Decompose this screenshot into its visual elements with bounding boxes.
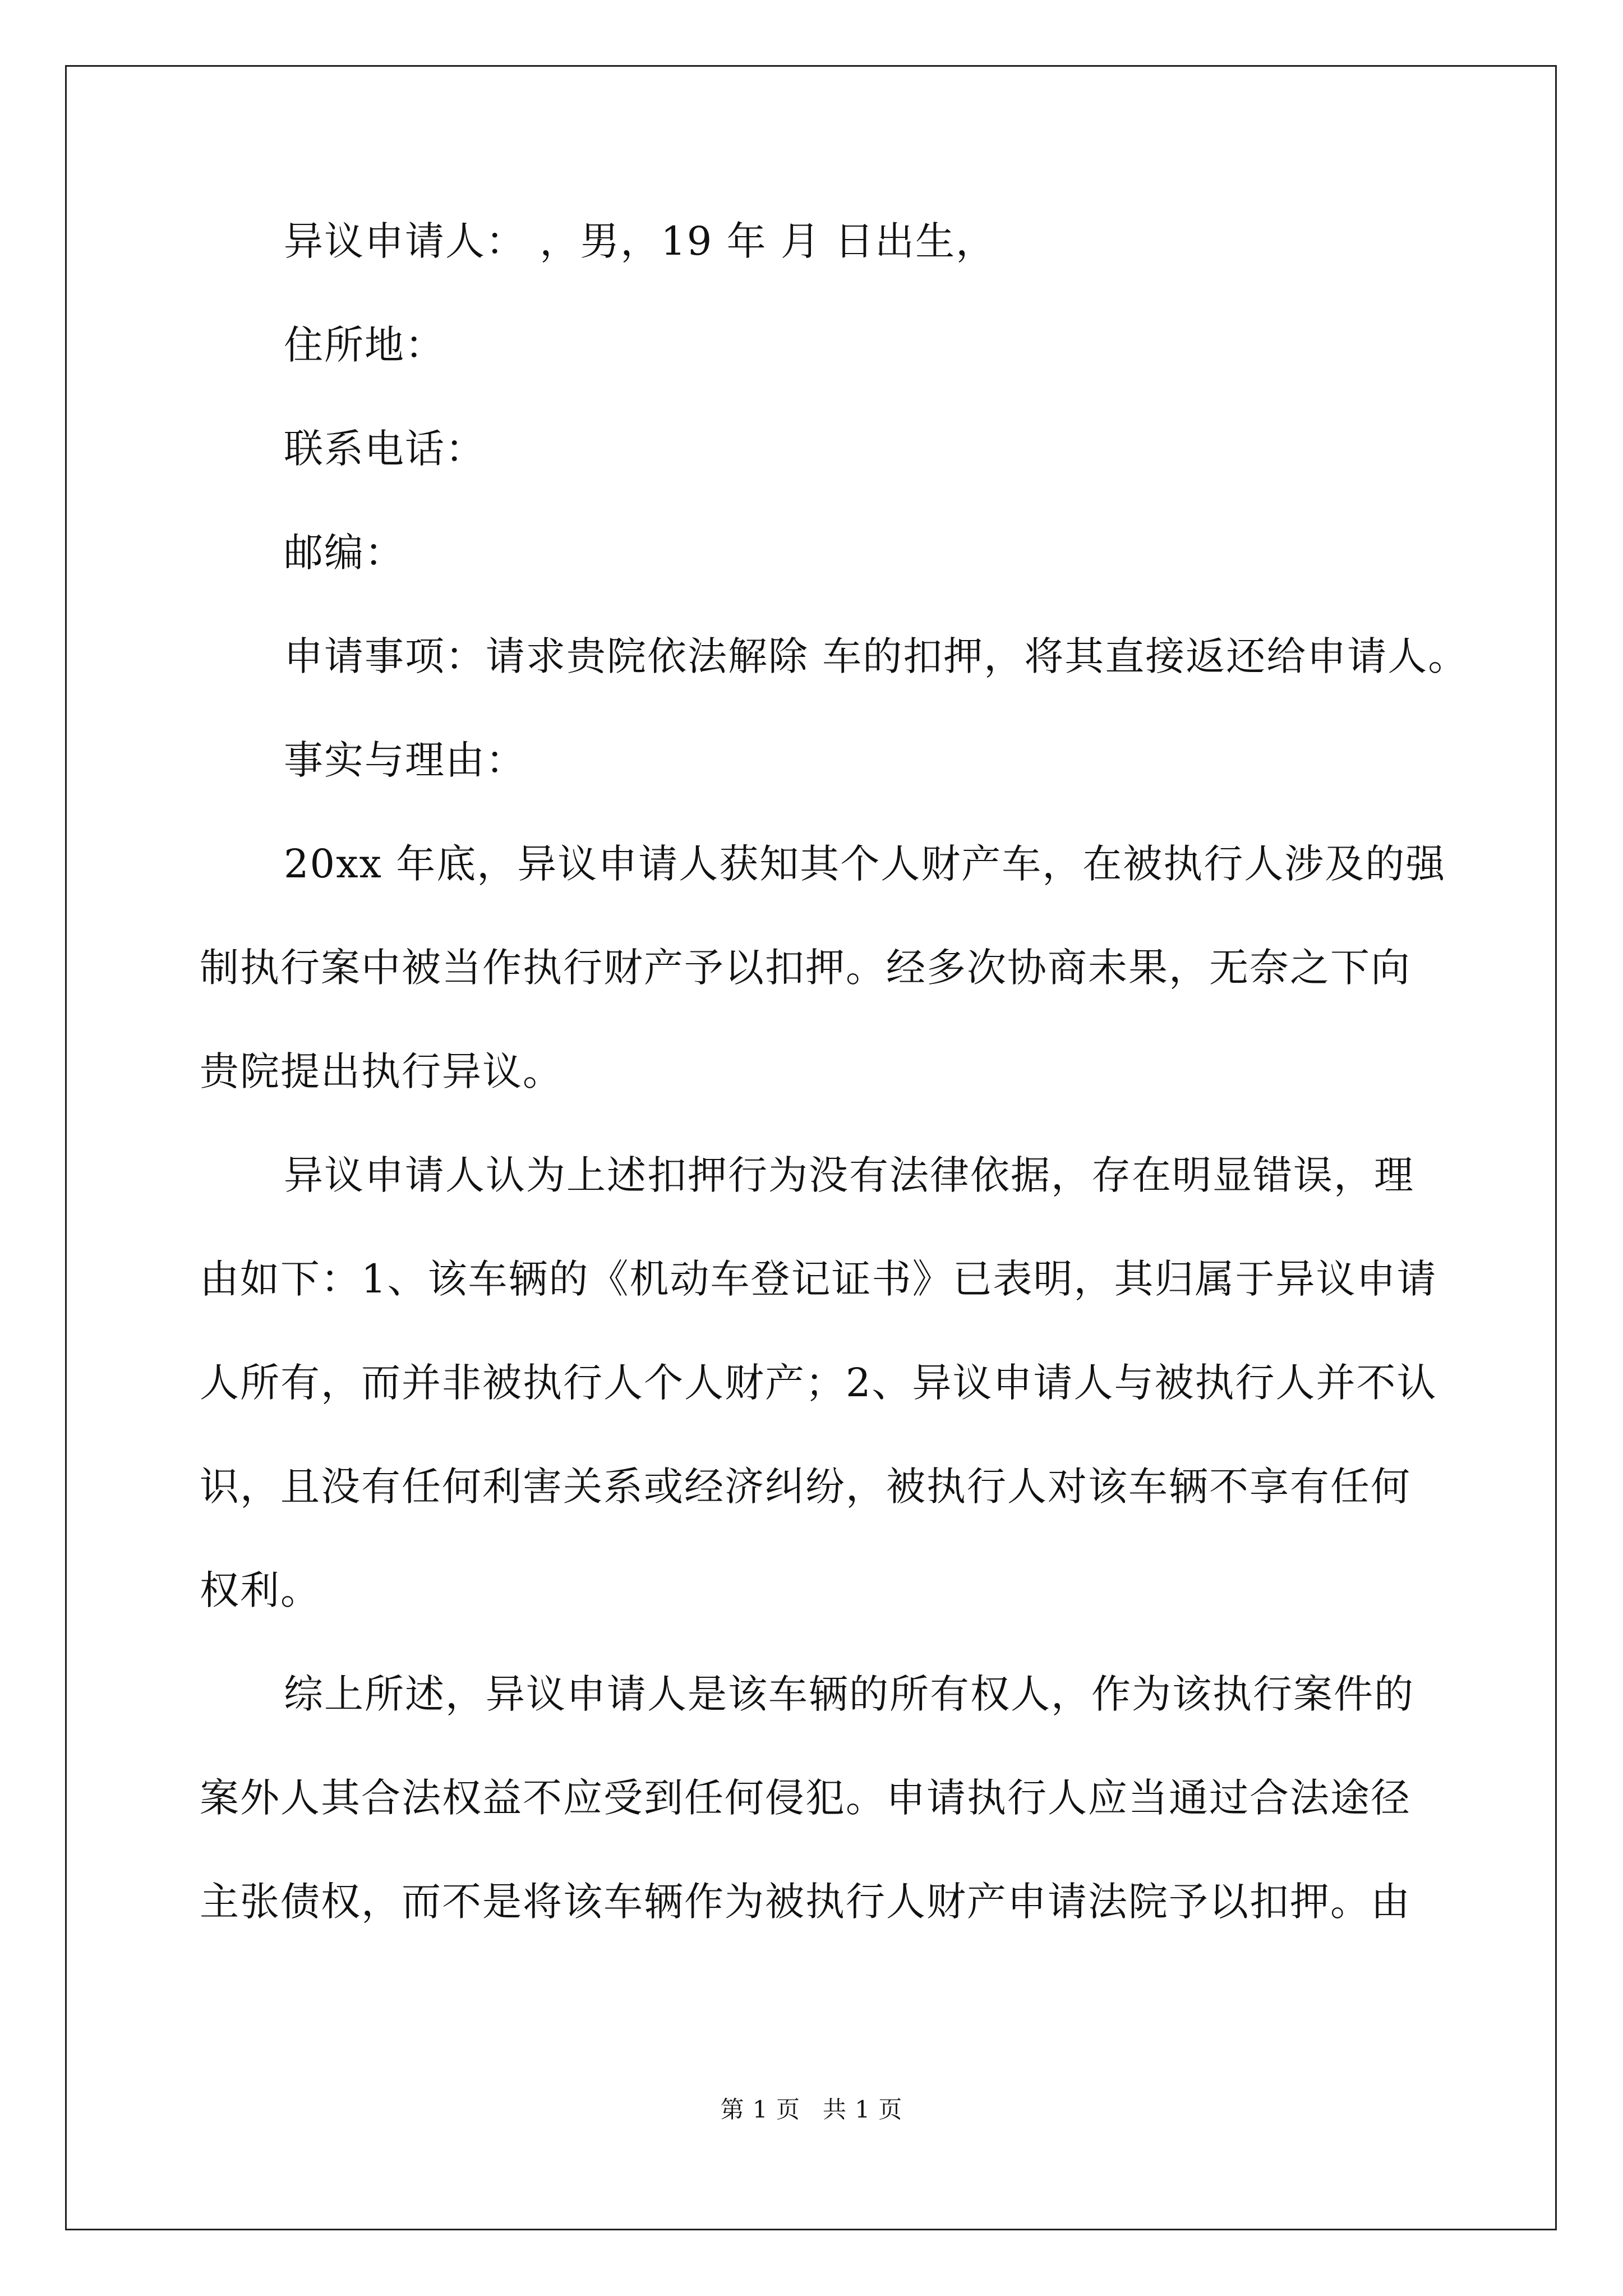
page-total: 共 1 页 bbox=[823, 2096, 903, 2123]
document-body bbox=[200, 218, 1469, 1986]
facts-heading: 事实与理由： bbox=[284, 737, 526, 783]
page-number: 第 1 页 bbox=[720, 2096, 800, 2123]
paragraph-line: 主张债权，而不是将该车辆作为被执行人财产申请法院予以扣押。由 bbox=[200, 1879, 1411, 1925]
paragraph-3 bbox=[200, 1671, 1433, 1925]
applicant-line: 异议申请人： ，男，19 年 月 日出生， bbox=[284, 218, 997, 264]
address-line: 住所地： bbox=[284, 322, 445, 368]
paragraph-line: 综上所述，异议申请人是该车辆的所有权人，作为该执行案件的 bbox=[284, 1671, 1414, 1717]
phone-line: 联系电话： bbox=[284, 426, 486, 472]
paragraph-line: 由如下：1、该车辆的《机动车登记证书》已表明，其归属于异议申请 bbox=[200, 1256, 1437, 1302]
paragraph-line: 贵院提出执行异议。 bbox=[200, 1048, 563, 1094]
paragraph-line: 人所有，而并非被执行人个人财产；2、异议申请人与被执行人并不认 bbox=[200, 1360, 1437, 1406]
paragraph-line: 制执行案中被当作执行财产予以扣押。经多次协商未果，无奈之下向 bbox=[200, 945, 1411, 991]
paragraph-1 bbox=[200, 841, 1446, 1094]
paragraph-line: 异议申请人认为上述扣押行为没有法律依据，存在明显错误，理 bbox=[284, 1152, 1414, 1198]
paragraph-line: 权利。 bbox=[200, 1567, 321, 1613]
request-line: 申请事项：请求贵院依法解除 车的扣押，将其直接返还给申请人。 bbox=[284, 633, 1469, 679]
paragraph-line: 案外人其合法权益不应受到任何侵犯。申请执行人应当通过合法途径 bbox=[200, 1775, 1411, 1821]
paragraph-line: 20xx 年底，异议申请人获知其个人财产车，在被执行人涉及的强 bbox=[284, 841, 1446, 887]
postcode-line: 邮编： bbox=[284, 530, 405, 576]
paragraph-2 bbox=[200, 1152, 1437, 1613]
page-footer bbox=[0, 2098, 1623, 2122]
paragraph-line: 识，且没有任何利害关系或经济纠纷，被执行人对该车辆不享有任何 bbox=[200, 1464, 1411, 1510]
